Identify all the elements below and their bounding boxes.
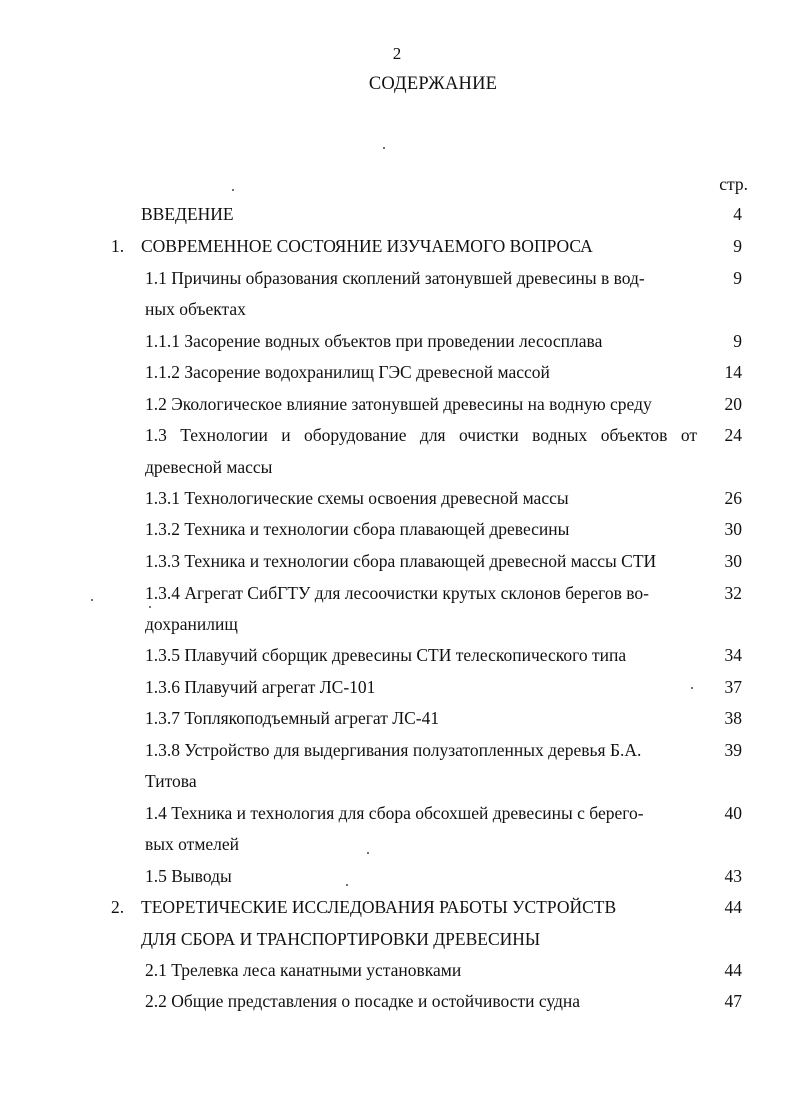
toc-entry-page: 44 <box>724 960 742 980</box>
toc-entry-page: 26 <box>724 488 742 508</box>
toc-row <box>0 769 794 793</box>
toc-entry-page: 30 <box>724 519 742 539</box>
toc-row <box>0 958 794 982</box>
toc-row <box>0 832 794 856</box>
toc-entry-page: 30 <box>724 551 742 571</box>
toc-entry-text: древесной массы <box>145 457 273 477</box>
toc-row <box>0 329 794 353</box>
toc-entry-page: 9 <box>733 236 742 256</box>
toc-row <box>0 895 794 919</box>
toc-entry-text: 2.1 Трелевка леса канатными установками <box>145 960 462 980</box>
toc-row <box>0 202 794 226</box>
toc-entry-page: 9 <box>733 331 742 351</box>
scan-speck <box>383 147 385 149</box>
toc-chapter-number: 2. <box>111 897 125 917</box>
toc-chapter-number: 1. <box>111 236 125 256</box>
toc-entry-text: ВВЕДЕНИЕ <box>141 204 234 224</box>
toc-entry-text: 1.1.2 Засорение водохранилищ ГЭС древесной массой <box>145 362 550 382</box>
toc-entry-page: 39 <box>724 740 742 760</box>
toc-entry-text: 1.1.1 Засорение водных объектов при проведении лесосплава <box>145 331 603 351</box>
toc-entry-text: 1.2 Экологическое влияние затонувшей древесины на водную среду <box>145 394 652 414</box>
toc-entry-page: 9 <box>733 268 742 288</box>
toc-entry-text: Титова <box>145 771 197 791</box>
toc-entry-text: ТЕОРЕТИЧЕСКИЕ ИССЛЕДОВАНИЯ РАБОТЫ УСТРОЙСТВ <box>141 897 617 917</box>
toc-entry-text: 1.3.8 Устройство для выдергивания полузатопленных деревья Б.А. <box>145 740 642 760</box>
toc-row <box>0 297 794 321</box>
toc-row <box>0 612 794 636</box>
toc-row <box>0 360 794 384</box>
toc-row <box>0 486 794 510</box>
toc-row <box>0 455 794 479</box>
toc-row <box>0 581 794 605</box>
toc-entry-text: 1.3 Технологии и оборудование для очистки водных объектов от <box>145 425 697 445</box>
toc-entry-text: 1.3.2 Техника и технологии сбора плавающей древесины <box>145 519 570 539</box>
scan-speck <box>691 687 693 689</box>
toc-entry-text: 1.3.6 Плавучий агрегат ЛС-101 <box>145 677 376 697</box>
toc-row <box>0 423 794 447</box>
toc-entry-page: 44 <box>724 897 742 917</box>
toc-entry-page: 32 <box>724 583 742 603</box>
toc-entry-page: 24 <box>724 425 742 445</box>
toc-entry-page: 40 <box>724 803 742 823</box>
toc-row <box>0 706 794 730</box>
toc-row <box>0 517 794 541</box>
toc-entry-page: 43 <box>724 866 742 886</box>
toc-entry-page: 14 <box>724 362 742 382</box>
toc-entry-text: 1.5 Выводы <box>145 866 232 886</box>
scan-speck <box>91 599 93 601</box>
toc-row <box>0 801 794 825</box>
toc-entry-text: 1.1 Причины образования скоплений затонувшей древесины в вод- <box>145 268 645 288</box>
toc-row <box>0 266 794 290</box>
toc-entry-text: 1.4 Техника и технология для сбора обсохшей древесины с берего- <box>145 803 644 823</box>
toc-row <box>0 234 794 258</box>
toc-entry-text: 2.2 Общие представления о посадке и остойчивости судна <box>145 991 581 1011</box>
toc-row <box>0 392 794 416</box>
toc-row <box>0 989 794 1013</box>
toc-entry-text: ДЛЯ СБОРА И ТРАНСПОРТИРОВКИ ДРЕВЕСИНЫ <box>141 929 541 949</box>
toc-entry-page: 38 <box>724 708 742 728</box>
toc-entry-text: вых отмелей <box>145 834 240 854</box>
scan-speck <box>149 606 151 608</box>
toc-row <box>0 549 794 573</box>
page-title: СОДЕРЖАНИЕ <box>368 74 498 94</box>
toc-entry-text: 1.3.4 Агрегат СибГТУ для лесоочистки крутых склонов берегов во- <box>145 583 649 603</box>
toc-entry-text: СОВРЕМЕННОЕ СОСТОЯНИЕ ИЗУЧАЕМОГО ВОПРОСА <box>141 236 593 256</box>
toc-entry-text: 1.3.1 Технологические схемы освоения древесной массы <box>145 488 569 508</box>
toc-entry-text: 1.3.3 Техника и технологии сбора плавающей древесной массы СТИ <box>145 551 657 571</box>
scan-speck <box>346 884 348 886</box>
page-column-label: стр. <box>719 174 748 194</box>
toc-entry-text: дохранилищ <box>145 614 238 634</box>
toc-entry-text: 1.3.7 Топлякоподъемный агрегат ЛС-41 <box>145 708 440 728</box>
scan-speck <box>232 189 234 191</box>
page-number: 2 <box>392 44 402 63</box>
toc-entry-page: 4 <box>733 204 742 224</box>
toc-row <box>0 864 794 888</box>
scan-speck <box>367 852 369 854</box>
toc-entry-page: 20 <box>724 394 742 414</box>
toc-entry-text: ных объектах <box>145 299 246 319</box>
toc-entry-page: 47 <box>724 991 742 1011</box>
toc-row <box>0 738 794 762</box>
toc-entry-page: 37 <box>724 677 742 697</box>
toc-row <box>0 675 794 699</box>
toc-entry-page: 34 <box>724 645 742 665</box>
toc-row <box>0 927 794 951</box>
toc-entry-text: 1.3.5 Плавучий сборщик древесины СТИ телескопического типа <box>145 645 627 665</box>
toc-row <box>0 643 794 667</box>
